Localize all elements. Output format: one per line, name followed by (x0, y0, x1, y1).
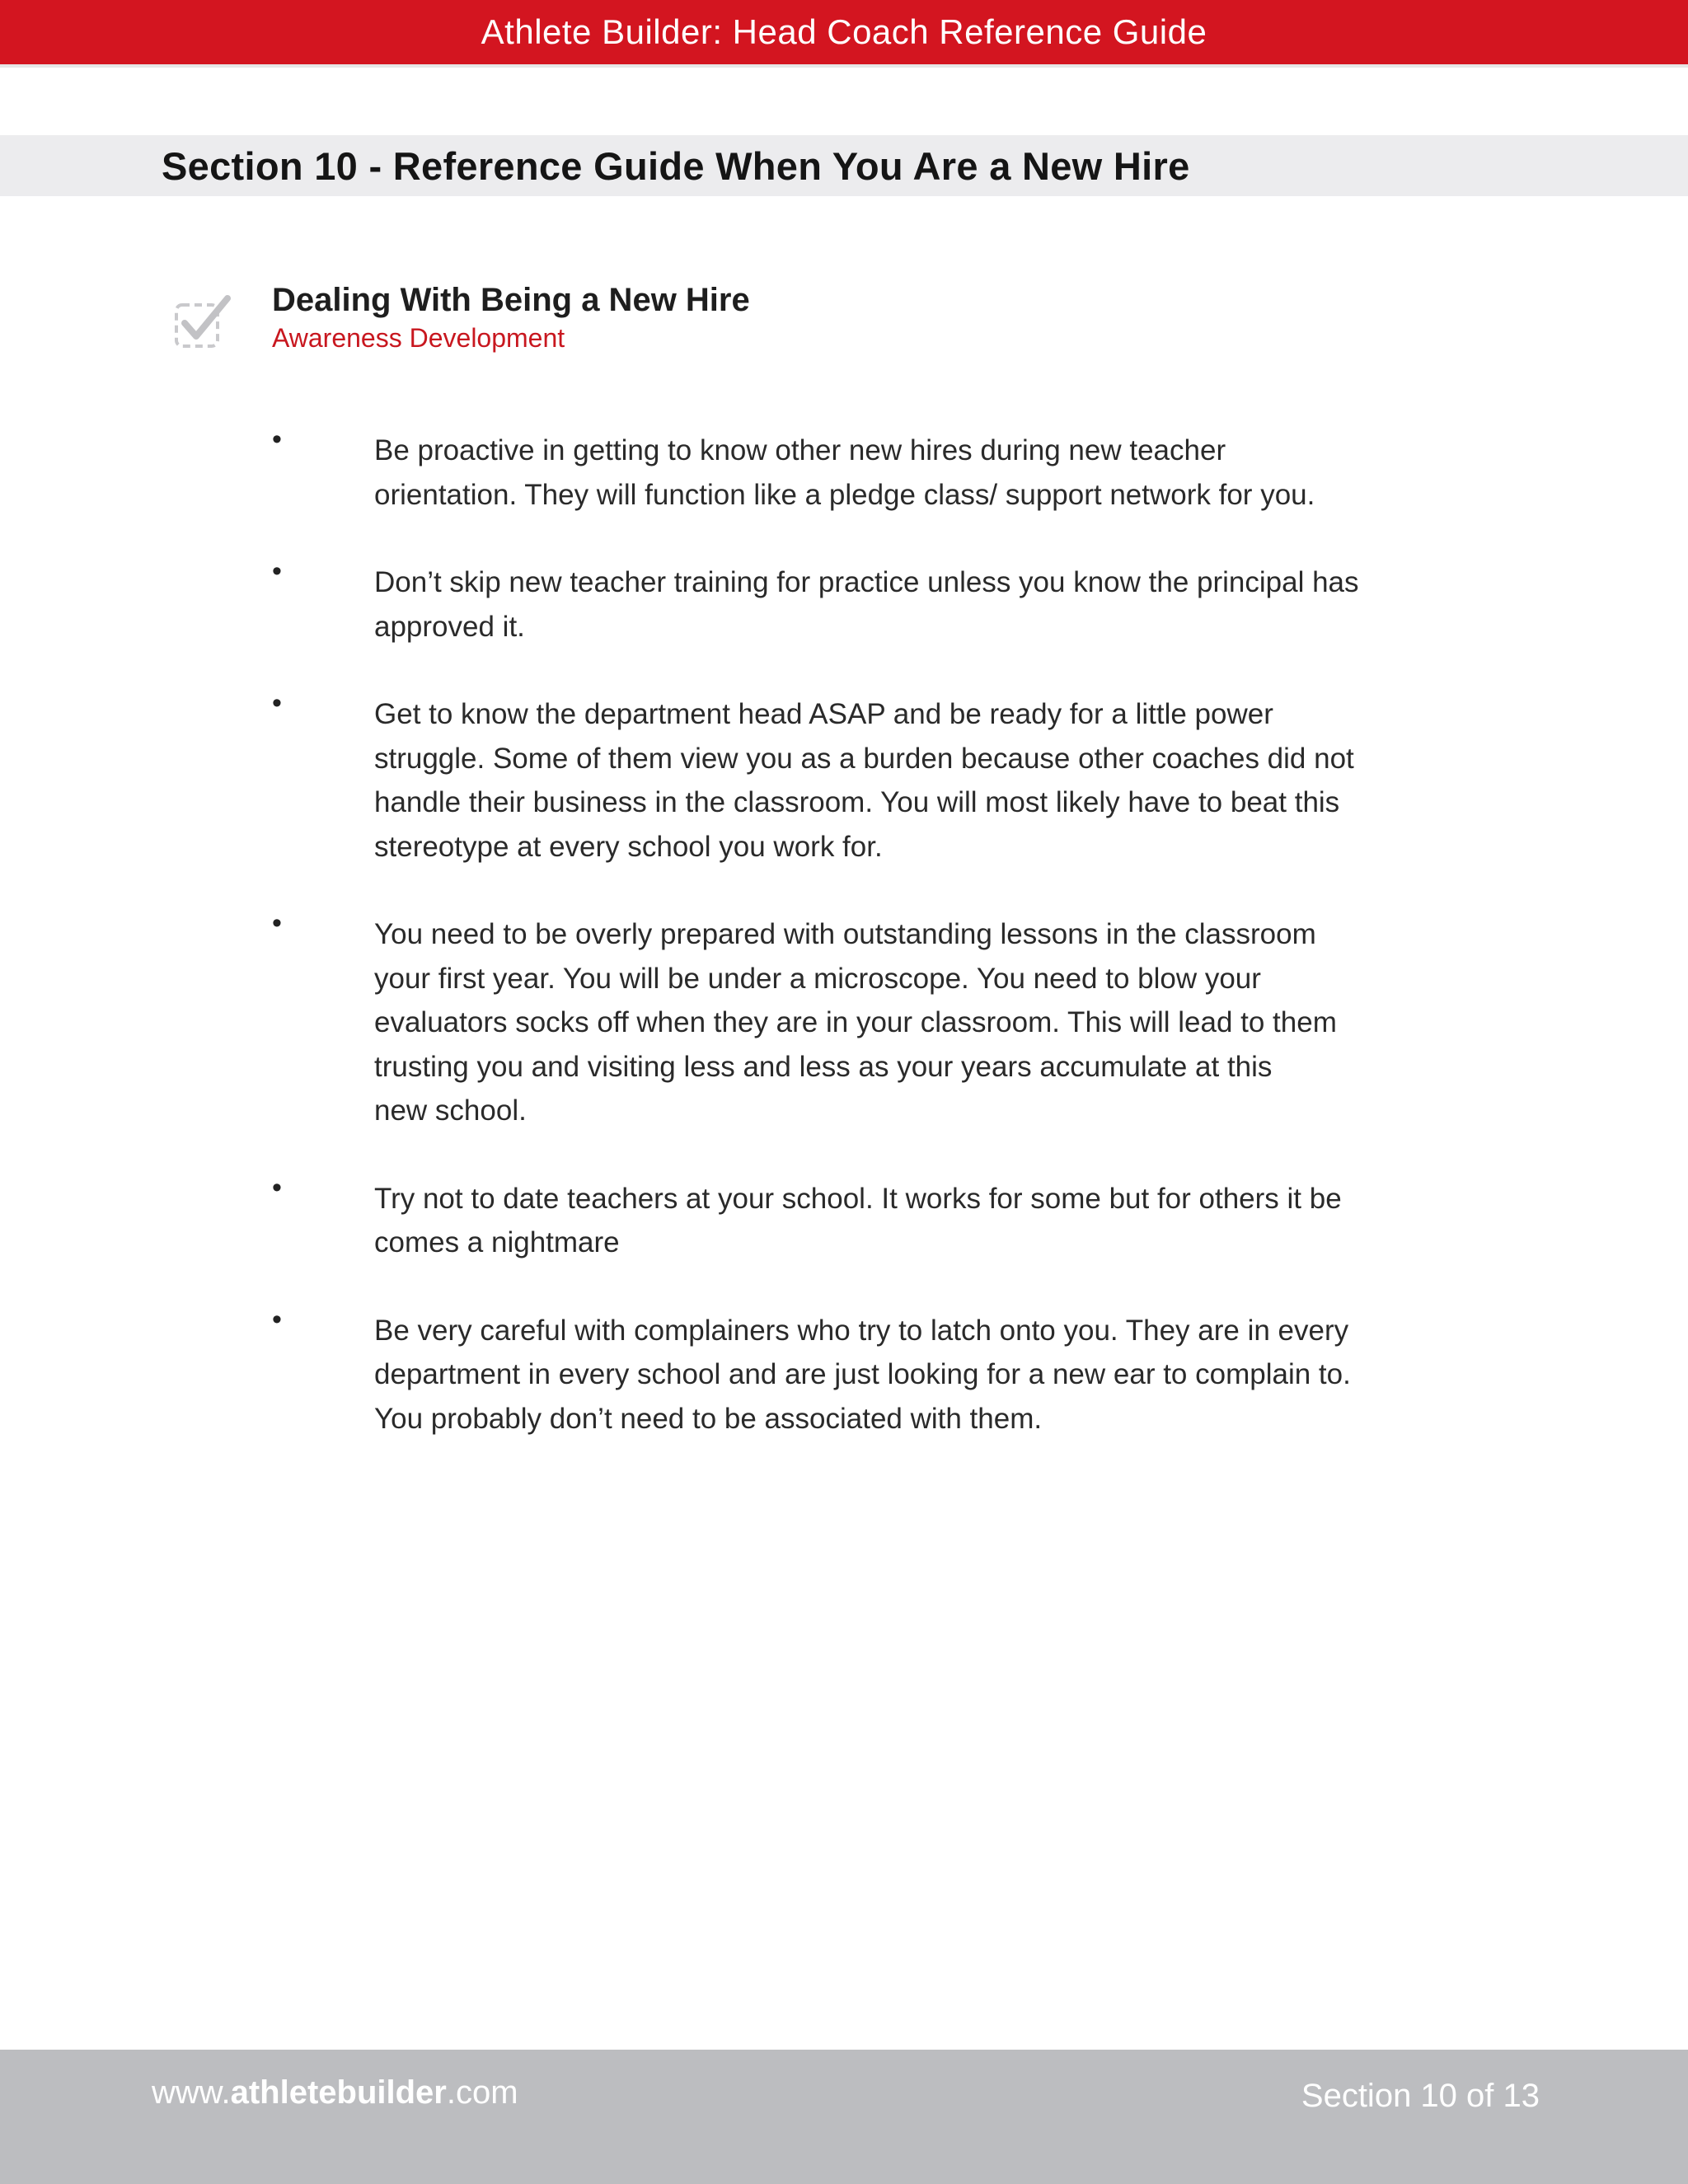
footer-website-link[interactable] (152, 2074, 518, 2111)
header-banner (0, 0, 1688, 68)
topic-text (272, 280, 750, 354)
section-bar (0, 135, 1688, 196)
bullet-text: Don’t skip new teacher training for practice unless you know the principal has approved it. (374, 566, 1359, 643)
bullet-marker: • (272, 1171, 282, 1203)
topic-subtitle: Awareness Development (272, 323, 565, 353)
topic-title: Dealing With Being a New Hire (272, 282, 750, 318)
list-item (272, 555, 1475, 649)
url-domain: athletebuilder (230, 2074, 447, 2111)
page-indicator: Section 10 of 13 (1301, 2078, 1540, 2114)
checkbox-check-icon (173, 292, 232, 351)
footer (0, 2050, 1688, 2184)
url-suffix: .com (446, 2074, 518, 2111)
list-item (272, 907, 1475, 1133)
section-title: Section 10 - Reference Guide When You Are a New Hire (162, 143, 1190, 188)
url-prefix: www. (152, 2074, 231, 2111)
bullet-marker: • (272, 555, 282, 587)
banner-title: Athlete Builder: Head Coach Reference Guide (481, 12, 1207, 51)
bullet-marker: • (272, 687, 282, 719)
bullet-text: Be proactive in getting to know other new hires during new teacher orientation. They will function like a pledge class/ support network for you. (374, 434, 1315, 511)
bullet-list (272, 424, 1475, 1484)
topic-header (173, 280, 750, 354)
bullet-marker: • (272, 907, 282, 939)
bullet-text: Get to know the department head ASAP and be ready for a little power struggle. Some of them view you as a burden because other coaches did not handle their business in the classroom. You will most likely have to beat this stereotype at every school you work for. (374, 698, 1354, 863)
bullet-text: You need to be overly prepared with outstanding lessons in the classroom your first year. You will be under a microscope. You need to blow your evaluators socks off when they are in your classroom. This will lead to them trusting you and visiting less and less as your years accumulate at this new school. (374, 918, 1337, 1127)
list-item (272, 424, 1475, 517)
bullet-text: Be very careful with complainers who try to latch onto you. They are in every department in every school and are just looking for a new ear to complain to. You probably don’t need to be associated with them. (374, 1314, 1351, 1435)
bullet-marker: • (272, 424, 282, 455)
list-item (272, 1303, 1475, 1441)
list-item (272, 687, 1475, 869)
bullet-marker: • (272, 1303, 282, 1335)
list-item (272, 1171, 1475, 1265)
bullet-text: Try not to date teachers at your school. It works for some but for others it be comes a nightmare (374, 1182, 1342, 1258)
